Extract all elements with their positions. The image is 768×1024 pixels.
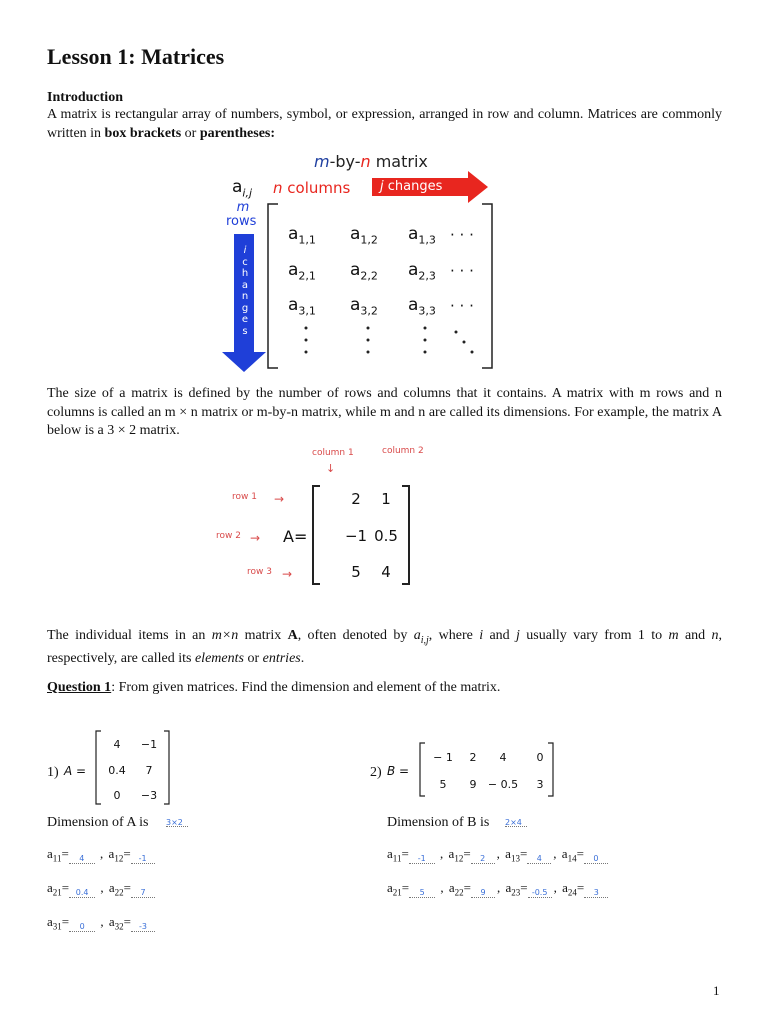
entry-letter: a bbox=[47, 880, 53, 895]
entry-equals: = bbox=[520, 880, 528, 895]
entry-row-2 bbox=[47, 880, 155, 898]
hdots-row3: · · · bbox=[450, 297, 474, 315]
entry-letter: a bbox=[387, 846, 393, 861]
q1-cell-r2c2: 7 bbox=[145, 764, 153, 777]
q2-cell-r2c4: 3 bbox=[536, 778, 544, 791]
diagram-cell-subscript: 2,1 bbox=[298, 269, 316, 283]
diagram-cell-subscript: 3,1 bbox=[298, 304, 316, 318]
matrix-a-left-bracket bbox=[313, 486, 320, 584]
entry-letter: a bbox=[108, 914, 115, 929]
entry-letter: a bbox=[561, 846, 568, 861]
ep-8: , respectively, are called its bbox=[47, 628, 723, 667]
diagram-cell-letter: a bbox=[350, 295, 361, 315]
diagram-cell-subscript: 1,2 bbox=[360, 233, 378, 247]
diagram-cell-a21 bbox=[288, 260, 316, 282]
entry-equals: = bbox=[519, 846, 528, 861]
diagram-cell-a11 bbox=[288, 224, 316, 246]
entry-letter: a bbox=[448, 846, 455, 861]
i-changes-label bbox=[238, 245, 252, 337]
entry-field-a12[interactable] bbox=[471, 849, 495, 864]
entry-subscript: 12 bbox=[114, 853, 124, 864]
q1-cell-r3c1: 0 bbox=[113, 789, 121, 802]
entry-field-a32[interactable] bbox=[131, 917, 155, 932]
entry-equals: = bbox=[576, 880, 585, 895]
ep-1: The individual items in an bbox=[47, 628, 212, 643]
diagram-caption bbox=[314, 152, 428, 171]
q2-label: B = bbox=[387, 764, 410, 778]
q2-cell-r1c1: − 1 bbox=[433, 751, 453, 764]
entry-equals: = bbox=[576, 846, 584, 861]
entry-separator: , bbox=[97, 880, 107, 895]
entry-field-a23[interactable] bbox=[528, 883, 552, 898]
entry-subscript: 31 bbox=[52, 921, 62, 932]
i-changes-letter: h bbox=[241, 268, 249, 279]
aij-letter: a bbox=[232, 177, 243, 197]
entry-answer-a31: 0 bbox=[79, 921, 85, 931]
entry-answer-a12: -1 bbox=[138, 853, 147, 863]
diagram-cell-letter: a bbox=[350, 260, 361, 280]
q1-number: 1) bbox=[47, 765, 59, 780]
left-bracket bbox=[268, 204, 278, 368]
j-changes-text: changes bbox=[383, 179, 443, 194]
q2-dimension-answer: 2×4 bbox=[505, 818, 522, 827]
ep-a: A bbox=[287, 628, 298, 643]
down-arrow-icon: ↓ bbox=[326, 462, 336, 475]
diagram-cell-letter: a bbox=[288, 260, 299, 280]
q1-dimension-field[interactable] bbox=[166, 812, 188, 827]
diagram-cell-a22 bbox=[350, 260, 378, 282]
ep-elements: elements bbox=[194, 651, 244, 667]
entry-a11 bbox=[387, 846, 435, 864]
n-columns-text: columns bbox=[282, 179, 351, 197]
ep-4: , where bbox=[428, 628, 480, 643]
entry-equals: = bbox=[123, 846, 131, 861]
entry-letter: a bbox=[387, 880, 393, 895]
i-changes-letter: s bbox=[242, 325, 248, 337]
q2-cell-r2c3: − 0.5 bbox=[487, 778, 519, 791]
entry-answer-a11: -1 bbox=[417, 853, 426, 863]
q1-cell-r2c1: 0.4 bbox=[108, 764, 126, 777]
entry-field-a11[interactable] bbox=[69, 849, 95, 864]
q2-cell-r2c2: 9 bbox=[469, 778, 477, 791]
entry-field-a31[interactable] bbox=[69, 917, 95, 932]
entry-subscript: 13 bbox=[510, 853, 520, 864]
entry-field-a14[interactable] bbox=[584, 849, 608, 864]
caption-m: m bbox=[314, 152, 330, 171]
entry-equals: = bbox=[463, 880, 471, 895]
q1-cell-r1c2: −1 bbox=[140, 738, 158, 751]
entry-row-1 bbox=[387, 846, 608, 864]
entry-answer-a21: 5 bbox=[419, 887, 425, 897]
entry-field-a22[interactable] bbox=[471, 883, 495, 898]
q2-cell-r1c4: 0 bbox=[536, 751, 544, 764]
caption-n: n bbox=[360, 152, 371, 171]
entry-answer-a22: 9 bbox=[480, 887, 486, 897]
diagram-cell-subscript: 2,3 bbox=[418, 269, 436, 283]
matrix-a-cell-r1c1: 2 bbox=[351, 490, 361, 508]
m-letter: m bbox=[236, 200, 250, 215]
m-rows-m bbox=[232, 200, 254, 215]
entry-subscript: 21 bbox=[392, 887, 402, 898]
entry-letter: a bbox=[448, 880, 455, 895]
diagram-cell-subscript: 3,2 bbox=[360, 304, 378, 318]
entry-subscript: 32 bbox=[114, 921, 124, 932]
row1-arrow-icon: → bbox=[274, 492, 285, 506]
q1-cell-r3c2: −3 bbox=[140, 789, 158, 802]
question-label: Question 1 bbox=[47, 680, 112, 695]
i-changes-letter: a bbox=[241, 279, 249, 291]
diagram-cell-letter: a bbox=[408, 224, 419, 244]
diagram-cell-letter: a bbox=[350, 224, 361, 244]
entry-letter: a bbox=[505, 846, 511, 861]
ep-m: m bbox=[668, 628, 679, 643]
entry-answer-a23: -0.5 bbox=[531, 887, 548, 897]
row3-arrow-icon: → bbox=[282, 567, 293, 581]
i-changes-letter: e bbox=[241, 314, 249, 325]
entry-field-a24[interactable] bbox=[584, 883, 608, 898]
ep-aij: a bbox=[413, 628, 421, 643]
entry-equals: = bbox=[401, 880, 410, 895]
q1-label: A = bbox=[64, 764, 87, 778]
i-changes-letter: g bbox=[241, 302, 249, 314]
entry-separator: , bbox=[436, 846, 447, 861]
annotation-row-2: row 2 bbox=[216, 531, 241, 541]
m-rows-label: rows bbox=[226, 214, 257, 229]
ep-9: or bbox=[243, 651, 263, 667]
vdots bbox=[290, 322, 490, 362]
entry-separator: , bbox=[497, 880, 504, 895]
entry-field-a11[interactable] bbox=[409, 849, 435, 864]
diagram-cell-letter: a bbox=[288, 224, 299, 244]
i-changes-letter: i bbox=[243, 245, 247, 256]
entry-equals: = bbox=[61, 846, 69, 861]
entry-field-a21[interactable] bbox=[409, 883, 435, 898]
ep-aij-sub: i,j bbox=[420, 634, 429, 646]
entry-answer-a11: 4 bbox=[79, 853, 85, 863]
entry-letter: a bbox=[505, 880, 512, 895]
entry-a22 bbox=[108, 880, 155, 898]
matrix-a-cell-r3c2: 4 bbox=[381, 563, 391, 581]
entry-answer-a14: 0 bbox=[593, 853, 599, 863]
entry-subscript: 14 bbox=[567, 853, 577, 864]
entry-letter: a bbox=[562, 880, 568, 895]
entry-equals: = bbox=[123, 914, 131, 929]
question-heading bbox=[47, 679, 500, 697]
entry-separator: , bbox=[96, 846, 107, 861]
hdots-row1: · · · bbox=[450, 226, 474, 244]
entry-a14 bbox=[561, 846, 608, 864]
q1-cell-r1c1: 4 bbox=[113, 738, 121, 751]
entry-a21 bbox=[387, 880, 435, 898]
entry-equals: = bbox=[123, 880, 131, 895]
q2-dimension-label: Dimension of B is bbox=[387, 815, 490, 830]
entry-field-a22[interactable] bbox=[131, 883, 155, 898]
entry-answer-a13: 4 bbox=[536, 853, 542, 863]
ep-6: usually vary from 1 to bbox=[519, 628, 669, 643]
ep-10: . bbox=[300, 651, 305, 667]
entry-answer-a21: 0.4 bbox=[75, 887, 89, 897]
diagram-cell-letter: a bbox=[408, 260, 419, 280]
entry-answer-a24: 3 bbox=[593, 887, 599, 897]
matrix-a-cell-r1c2: 1 bbox=[381, 490, 391, 508]
entry-a31 bbox=[47, 914, 95, 932]
ep-7: and bbox=[678, 628, 712, 643]
entry-a23 bbox=[505, 880, 552, 898]
entry-subscript: 22 bbox=[114, 887, 124, 898]
diagram-cell-a12 bbox=[350, 224, 378, 246]
hdots-row2: · · · bbox=[450, 262, 474, 280]
entry-a11 bbox=[47, 846, 95, 864]
entry-a13 bbox=[505, 846, 551, 864]
caption-by: -by- bbox=[329, 152, 361, 171]
intro-bold-box-brackets: box brackets bbox=[104, 125, 182, 141]
diagram-cell-letter: a bbox=[288, 295, 299, 315]
entry-answer-a12: 2 bbox=[480, 853, 486, 863]
annotation-column-2: column 2 bbox=[382, 446, 424, 456]
entry-subscript: 11 bbox=[392, 853, 402, 864]
q1-dimension-answer: 3×2 bbox=[166, 818, 183, 827]
entry-subscript: 23 bbox=[511, 887, 521, 898]
q1-dimension-label: Dimension of A is bbox=[47, 815, 149, 830]
ep-entries: entries bbox=[262, 651, 301, 667]
diagram-cell-a13 bbox=[408, 224, 436, 246]
entry-letter: a bbox=[47, 914, 53, 929]
diagram-cell-subscript: 1,1 bbox=[298, 233, 316, 247]
entry-separator: , bbox=[553, 880, 561, 895]
annotation-row-3: row 3 bbox=[247, 567, 272, 577]
entry-separator: , bbox=[496, 846, 504, 861]
entry-a24 bbox=[562, 880, 608, 898]
diagram-cell-subscript: 1,3 bbox=[418, 233, 436, 247]
matrix-a-cell-r2c2: 0.5 bbox=[374, 527, 398, 545]
entry-subscript: 12 bbox=[454, 853, 464, 864]
j-changes-label bbox=[380, 179, 442, 194]
ep-5: and bbox=[483, 628, 517, 643]
size-paragraph: The size of a matrix is defined by the number of rows and columns that it contains. A matrix with m rows and n columns is called an m × n matrix or m-by-n matrix, while m and n are called its dimensions. For example, the matrix A below is a 3 × 2 matrix. bbox=[47, 386, 722, 438]
intro-paragraph bbox=[47, 106, 722, 143]
i-changes-letter: c bbox=[242, 256, 248, 268]
entry-row-3 bbox=[47, 914, 155, 932]
annotation-column-1: column 1 bbox=[312, 448, 354, 458]
entry-a32 bbox=[108, 914, 155, 932]
entry-letter: a bbox=[108, 846, 115, 861]
entry-equals: = bbox=[401, 846, 409, 861]
page-number: 1 bbox=[713, 983, 720, 998]
intro-text-2: or bbox=[181, 125, 200, 141]
entry-letter: a bbox=[108, 880, 115, 895]
entry-answer-a22: 7 bbox=[140, 887, 146, 897]
intro-bold-parentheses: parentheses: bbox=[199, 125, 276, 141]
entry-field-a21[interactable] bbox=[69, 883, 95, 898]
entry-equals: = bbox=[463, 846, 471, 861]
matrix-a-cell-r2c1: −1 bbox=[344, 527, 368, 545]
entry-separator: , bbox=[97, 914, 107, 929]
entry-equals: = bbox=[61, 914, 70, 929]
caption-matrix: matrix bbox=[370, 152, 428, 171]
question-text: : From given matrices. Find the dimension and element of the matrix. bbox=[111, 680, 501, 695]
entry-subscript: 24 bbox=[567, 887, 577, 898]
entry-a12 bbox=[108, 846, 155, 864]
q2-cell-r1c3: 4 bbox=[499, 751, 507, 764]
entry-separator: , bbox=[437, 880, 447, 895]
diagram-cell-subscript: 3,3 bbox=[418, 304, 436, 318]
matrix-a-label: A= bbox=[283, 527, 308, 546]
entry-subscript: 21 bbox=[52, 887, 62, 898]
entry-equals: = bbox=[61, 880, 70, 895]
diagram-cell-a23 bbox=[408, 260, 436, 282]
ep-3: , often denoted by bbox=[297, 628, 414, 643]
entry-subscript: 11 bbox=[52, 853, 62, 864]
j-letter: j bbox=[380, 179, 384, 194]
entry-letter: a bbox=[47, 846, 53, 861]
row2-arrow-icon: → bbox=[250, 531, 261, 545]
i-changes-letter: n bbox=[241, 291, 249, 302]
q2-number: 2) bbox=[370, 765, 382, 780]
entry-field-a13[interactable] bbox=[527, 849, 551, 864]
diagram-cell-a32 bbox=[350, 295, 378, 317]
aij-subscript: i,j bbox=[242, 186, 253, 200]
annotation-row-1: row 1 bbox=[232, 492, 257, 502]
page-title: Lesson 1: Matrices bbox=[47, 44, 225, 69]
diagram-cell-a31 bbox=[288, 295, 316, 317]
ep-i: i bbox=[479, 628, 484, 643]
diagram-cell-letter: a bbox=[408, 295, 419, 315]
n-columns-label bbox=[273, 179, 350, 197]
matrix-a-cell-r3c1: 5 bbox=[351, 563, 361, 581]
ep-j: j bbox=[516, 628, 520, 643]
entry-field-a12[interactable] bbox=[131, 849, 155, 864]
aij-symbol bbox=[232, 177, 252, 199]
entry-subscript: 22 bbox=[454, 887, 464, 898]
ep-2: matrix bbox=[238, 628, 288, 643]
diagram-cell-subscript: 2,2 bbox=[360, 269, 378, 283]
entries-paragraph bbox=[47, 627, 722, 669]
entry-row-2 bbox=[387, 880, 608, 898]
q2-cell-r2c1: 5 bbox=[439, 778, 447, 791]
q2-dimension-field[interactable] bbox=[505, 812, 527, 827]
entry-separator: , bbox=[553, 846, 560, 861]
ep-n: n bbox=[711, 628, 719, 643]
intro-heading: Introduction bbox=[47, 90, 123, 105]
entry-a22 bbox=[448, 880, 495, 898]
q2-cell-r1c2: 2 bbox=[469, 751, 477, 764]
entry-row-1 bbox=[47, 846, 155, 864]
entry-answer-a32: -3 bbox=[139, 921, 147, 931]
intro-text-1: A matrix is rectangular array of numbers, symbol, or expression, arranged in row and column. Matrices are commonly written in bbox=[47, 107, 722, 141]
entry-a12 bbox=[448, 846, 495, 864]
entry-a21 bbox=[47, 880, 95, 898]
diagram-cell-a33 bbox=[408, 295, 436, 317]
ep-mxn: m×n bbox=[211, 628, 239, 643]
n-columns-n: n bbox=[273, 179, 283, 197]
